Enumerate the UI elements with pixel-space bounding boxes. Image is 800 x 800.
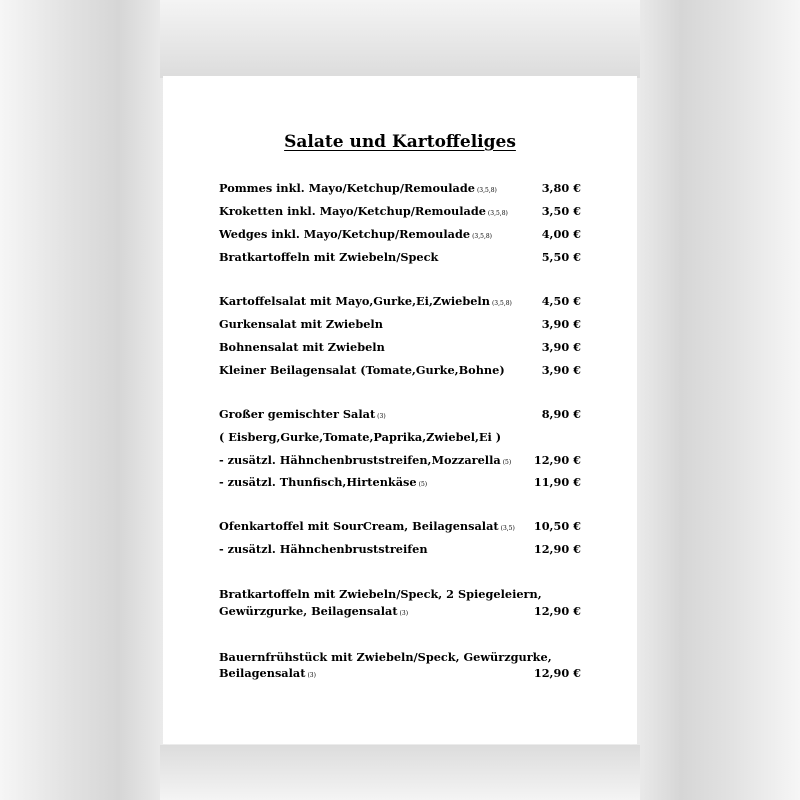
background-blur-right — [630, 0, 800, 800]
menu-item-name — [219, 666, 316, 680]
menu-item-price: 5,50 € — [541, 250, 581, 264]
menu-item-row — [219, 604, 581, 622]
menu-item-row — [219, 666, 581, 684]
menu-item-label: Gewürzgurke, Beilagensalat — [219, 604, 398, 618]
menu-item-name — [219, 204, 508, 218]
allergen-note: (3,5,8) — [476, 187, 497, 194]
allergen-note: (3,5) — [500, 525, 515, 532]
allergen-note: (3) — [399, 610, 409, 617]
allergen-note: (3) — [377, 413, 386, 420]
menu-item-label: Bratkartoffeln mit Zwiebeln/Speck, 2 Spiegeleiern, — [219, 587, 542, 601]
menu-item-row — [219, 587, 581, 605]
menu-item-name — [219, 587, 542, 601]
menu-item-label: Kroketten inkl. Mayo/Ketchup/Remoulade — [219, 204, 486, 218]
menu-item-label: Kartoffelsalat mit Mayo,Gurke,Ei,Zwiebeln — [219, 294, 490, 308]
menu-item-label: - zusätzl. Thunfisch,Hirtenkäse — [219, 475, 417, 489]
menu-item-label: Gurkensalat mit Zwiebeln — [219, 317, 383, 331]
menu-item-name — [219, 475, 427, 489]
menu-item-label: Großer gemischter Salat — [219, 407, 376, 421]
menu-item-price: 3,90 € — [541, 340, 581, 354]
menu-item-label: ( Eisberg,Gurke,Tomate,Paprika,Zwiebel,Ei ) — [219, 430, 502, 444]
menu-item-label: Bratkartoffeln mit Zwiebeln/Speck — [219, 250, 439, 264]
menu-item-price: 12,90 € — [533, 666, 581, 680]
menu-item-name — [219, 227, 492, 241]
allergen-note: (3,5,8) — [472, 233, 493, 240]
menu-item-price: 10,50 € — [533, 519, 581, 533]
menu-item-name — [219, 340, 385, 354]
menu-item-row — [219, 519, 581, 537]
menu-item-row — [219, 475, 581, 493]
allergen-note: (3,5,8) — [487, 210, 508, 217]
background-blur-bottom — [160, 745, 640, 800]
menu-item-name — [219, 604, 408, 618]
menu-item-label: - zusätzl. Hähnchenbruststreifen,Mozzarella — [219, 453, 501, 467]
menu-title: Salate und Kartoffeliges — [284, 132, 516, 152]
background-blur-left — [0, 0, 170, 800]
menu-item-row — [219, 294, 581, 312]
menu-item-name — [219, 181, 497, 195]
menu-item-price: 4,00 € — [541, 227, 581, 241]
menu-item-row — [219, 181, 581, 199]
menu-item-price: 3,50 € — [541, 204, 581, 218]
menu-item-label: Wedges inkl. Mayo/Ketchup/Remoulade — [219, 227, 471, 241]
menu-item-price: 3,90 € — [541, 363, 581, 377]
menu-item-price: 12,90 € — [533, 604, 581, 618]
menu-item-row — [219, 430, 581, 448]
menu-item-label: Pommes inkl. Mayo/Ketchup/Remoulade — [219, 181, 475, 195]
menu-item-row — [219, 204, 581, 222]
menu-item-price: 4,50 € — [541, 294, 581, 308]
menu-item-price: 3,80 € — [541, 181, 581, 195]
menu-item-row — [219, 340, 581, 358]
menu-item-label: Bauernfrühstück mit Zwiebeln/Speck, Gewürzgurke, — [219, 650, 552, 664]
menu-item-row — [219, 317, 581, 335]
menu-item-label: Ofenkartoffel mit SourCream, Beilagensalat — [219, 519, 499, 533]
menu-item-name — [219, 363, 505, 377]
menu-item-name — [219, 453, 511, 467]
menu-item-name — [219, 294, 512, 308]
menu-item-label: Bohnensalat mit Zwiebeln — [219, 340, 385, 354]
menu-item-row — [219, 250, 581, 268]
menu-item-row — [219, 363, 581, 381]
menu-item-label: Kleiner Beilagensalat (Tomate,Gurke,Bohne) — [219, 363, 505, 377]
menu-item-name — [219, 317, 383, 331]
allergen-note: (5) — [502, 459, 512, 466]
menu-item-label: - zusätzl. Hähnchenbruststreifen — [219, 542, 428, 556]
menu-item-price: 12,90 € — [533, 542, 581, 556]
menu-item-row — [219, 407, 581, 425]
menu-item-name — [219, 542, 428, 556]
menu-item-row — [219, 542, 581, 560]
allergen-note: (3,5,8) — [491, 300, 512, 307]
menu-item-price: 12,90 € — [533, 453, 581, 467]
menu-item-name — [219, 407, 386, 421]
menu-item-price: 11,90 € — [533, 475, 581, 489]
background-blur-top — [160, 0, 640, 78]
menu-item-row — [219, 227, 581, 245]
menu-item-row — [219, 453, 581, 471]
menu-item-price: 3,90 € — [541, 317, 581, 331]
menu-item-name — [219, 519, 515, 533]
menu-item-name — [219, 430, 501, 444]
allergen-note: (3) — [307, 672, 316, 679]
menu-item-name — [219, 650, 552, 664]
menu-item-name — [219, 250, 438, 264]
menu-item-label: Beilagensalat — [219, 666, 306, 680]
menu-item-price: 8,90 € — [541, 407, 581, 421]
allergen-note: (5) — [418, 481, 428, 488]
